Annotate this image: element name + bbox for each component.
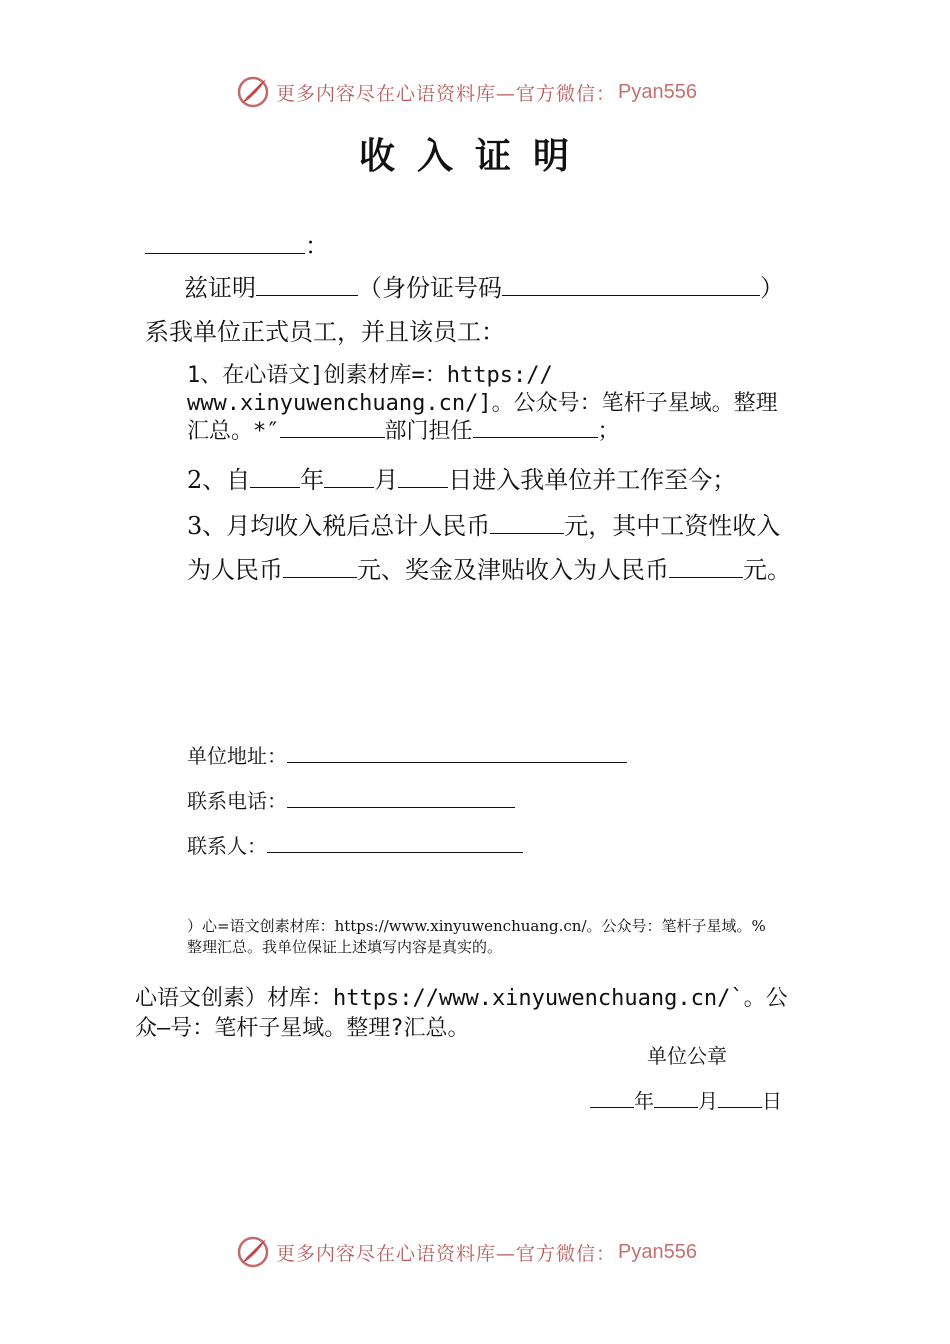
quill-logo-icon: [236, 1235, 270, 1269]
footer-watermark-site-text: 更多内容尽在心语资料库—官方微信：: [276, 1242, 617, 1265]
address-row: [187, 740, 627, 769]
sign-year-blank[interactable]: [590, 1107, 634, 1108]
department-blank[interactable]: [280, 437, 385, 438]
addressee-line: [145, 232, 329, 260]
department-label: 部门担任: [384, 419, 473, 444]
sign-month-label: 月: [698, 1089, 718, 1113]
contact-person-label: 联系人：: [187, 834, 267, 858]
item-3-line-a: [187, 512, 780, 540]
note-line-a: ）心=语文创素材库：https://www.xinyuwenchuang.cn/。公众号：笔杆子星域。%: [187, 917, 766, 935]
contact-person-blank[interactable]: [267, 852, 523, 853]
start-day-blank[interactable]: [398, 487, 448, 488]
start-year-blank[interactable]: [250, 487, 300, 488]
salary-prefix: 为人民币: [187, 556, 283, 584]
addressee-blank[interactable]: [145, 253, 305, 254]
watermark-wechat-id: Pyan556: [618, 80, 697, 103]
watermark-line-a: 心语文创素）材库：https://www.xinyuwenchuang.cn/`。公: [135, 986, 788, 1011]
item-1-prefix: 汇总。*″: [187, 419, 280, 444]
intro-prefix: 兹证明: [184, 274, 256, 302]
quill-logo-icon: [236, 75, 270, 109]
id-number-blank[interactable]: [502, 295, 760, 296]
employee-statement: 系我单位正式员工，并且该员工：: [145, 318, 505, 346]
sign-month-blank[interactable]: [654, 1107, 698, 1108]
phone-row: [187, 785, 515, 814]
footer-watermark-wechat-id: Pyan556: [618, 1240, 697, 1263]
item-1-line-b: www.xinyuwenchuang.cn/]。公众号：笔杆子星域。整理: [187, 391, 778, 416]
page-title: 收入证明: [358, 136, 591, 177]
bonus-blank[interactable]: [669, 577, 743, 578]
header-watermark: [236, 74, 697, 110]
address-blank[interactable]: [287, 762, 627, 763]
sign-year-label: 年: [634, 1089, 654, 1113]
item-3-suffix: 元，其中工资性收入: [564, 512, 781, 540]
month-label: 月: [374, 466, 399, 494]
id-close: ）: [760, 274, 784, 302]
item-2-prefix: 2、自: [187, 466, 251, 494]
id-label: （身份证号码: [358, 274, 502, 302]
total-income-blank[interactable]: [490, 533, 564, 534]
item-1: [187, 362, 778, 446]
salary-blank[interactable]: [283, 577, 357, 578]
item-2: [187, 466, 736, 494]
sign-day-blank[interactable]: [718, 1107, 762, 1108]
bonus-label: 元、奖金及津贴收入为人民币: [357, 556, 669, 584]
watermark-site-text: 更多内容尽在心语资料库—官方微信：: [276, 82, 617, 105]
watermark-line-b: 众—号：笔杆子星域。整理?汇总。: [135, 1016, 470, 1041]
address-label: 单位地址：: [187, 744, 287, 768]
year-label: 年: [300, 466, 325, 494]
note-line-b: 整理汇总。我单位保证上述填写内容是真实的。: [187, 938, 503, 956]
sign-day-label: 日: [762, 1089, 782, 1113]
addressee-colon: ：: [305, 232, 329, 260]
start-month-blank[interactable]: [324, 487, 374, 488]
position-blank[interactable]: [473, 437, 598, 438]
guarantee-note: [187, 916, 766, 958]
item-1-end: ；: [597, 419, 620, 444]
item-3-prefix: 3、月均收入税后总计人民币: [187, 512, 491, 540]
company-seal-label: 单位公章: [647, 1044, 727, 1068]
item-2-day-text: 日进入我单位并工作至今；: [448, 466, 737, 494]
phone-label: 联系电话：: [187, 789, 287, 813]
phone-blank[interactable]: [287, 807, 515, 808]
name-blank[interactable]: [256, 295, 358, 296]
footer-watermark: [236, 1234, 697, 1270]
signature-date: [590, 1085, 782, 1114]
watermark-paragraph: [135, 984, 788, 1044]
item-1-line-c: [187, 418, 778, 446]
item-3-end: 元。: [743, 556, 791, 584]
item-1-line-a: 1、在心语文]创素材库=：https://: [187, 363, 553, 388]
intro-line: [184, 274, 784, 302]
item-3-line-b: [187, 556, 791, 584]
contact-person-row: [187, 830, 523, 859]
